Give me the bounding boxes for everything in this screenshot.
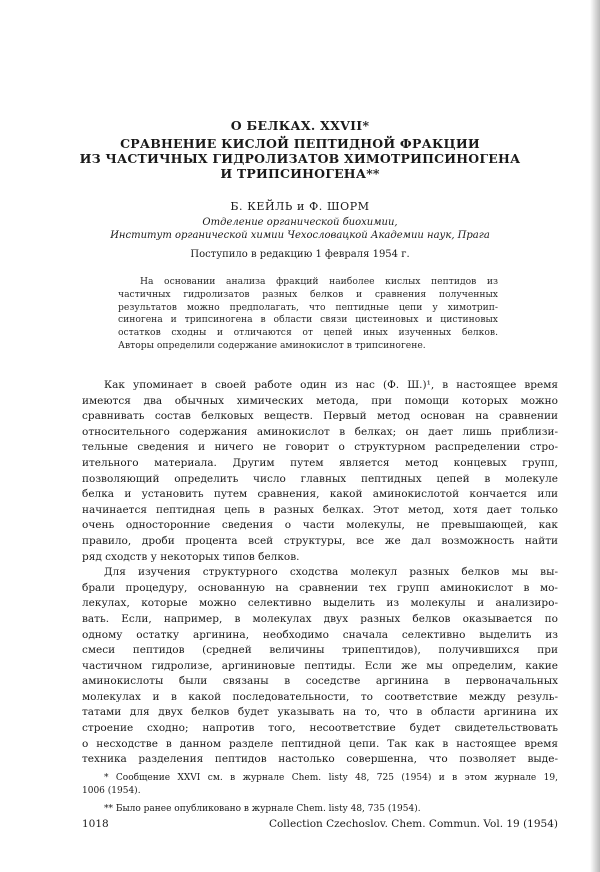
body-line: сравнивать состав белковых веществ. Первый метод основан на сравнении (82, 410, 558, 423)
article-title-line: СРАВНЕНИЕ КИСЛОЙ ПЕПТИДНОЙ ФРАКЦИИ (120, 136, 480, 151)
body-line: правило, дроби процента всей структуры, все же дал возможность найти (82, 534, 558, 547)
body-line: тельные сведения и ничего не говорит о структурном распределении стро- (82, 441, 558, 454)
body-line: о несходстве в данном разделе пептидной цепи. Так как в настоящее время (82, 737, 558, 750)
body-line: частичном гидролизе, аргининовые пептиды. Если же мы определим, какие (82, 659, 558, 672)
body-line: вать. Если, например, в молекулах двух разных белков оказывается по (82, 612, 558, 625)
body-line: лекулах, которые можно селективно выделить из молекулы и анализиро- (82, 597, 558, 610)
abstract-line: результатов можно предполагать, что пептидные цепи у химотрип- (118, 301, 498, 313)
body-line: Для изучения структурного сходства молекул разных белков мы вы- (104, 566, 558, 579)
body-line: техника разделения пептидов настолько совершенна, что позволяет выде- (82, 753, 558, 766)
page-edge-shadow (590, 0, 600, 872)
body-line: брали процедуру, основанную на сравнении тех групп аминокислот в мо- (82, 581, 558, 594)
body-line: Как упоминает в своей работе один из нас (Ф. Ш.)¹, в настоящее время (104, 379, 558, 391)
body-line: татами для двух белков будет указывать на то, что в области аргинина их (82, 706, 558, 719)
body-line: начинается пептидная цепь в разных белках. Этот метод, хотя дает только (82, 503, 558, 516)
body-line: ряд сходств у некоторых типов белков. (82, 550, 300, 563)
affiliation-line: Отделение органической биохимии, (202, 217, 398, 228)
abstract-line: остатков сходны и отличаются от цепей иных изученных белков. (118, 327, 498, 339)
body-line: одному остатку аргинина, необходимо сначала селективно выделить из (82, 628, 558, 641)
journal-citation: Collection Czechoslov. Chem. Commun. Vol. 19 (1954) (268, 818, 558, 830)
body-line: очень односторонние сведения о части молекулы, не превышающей, как (82, 519, 558, 532)
abstract-line: На основании анализа фракций наиболее кислых пептидов из (140, 276, 498, 287)
body-line: молекулах и в какой последовательности, то соответствие между резуль- (82, 690, 558, 703)
abstract (118, 276, 498, 353)
body-line: имеются два обычных химических метода, при помощи которых можно (82, 394, 558, 407)
body-line: относительного содержания аминокислот в белках; он дает лишь приблизи- (82, 425, 558, 438)
abstract-line: Авторы определили содержание аминокислот в трипсиногене. (118, 339, 426, 351)
body-line: позволяющий определить число главных пептидных цепей в молекуле (82, 472, 558, 485)
footnote-2 (82, 803, 558, 816)
article-title-line: ИЗ ЧАСТИЧНЫХ ГИДРОЛИЗАТОВ ХИМОТРИПСИНОГЕНА (79, 151, 521, 166)
body-line: белка и установить путем сравнения, какой аминокислотой кончается или (82, 488, 558, 501)
body-line: аминокислоты были связаны в соседстве аргинина в первоначальных (82, 675, 558, 688)
footnote-line: * Сообщение XXVI см. в журнале Chem. listy 48, 725 (1954) и в этом журнале 19, (104, 773, 558, 783)
abstract-line: синогена и трипсиногена в области связи цистеиновых и цистиновых (118, 314, 498, 326)
footnote-line: ** Было ранее опубликовано в журнале Chem. listy 48, 735 (1954). (104, 804, 421, 814)
affiliation-line: Институт органической химии Чехословацкой Академии наук, Прага (110, 230, 490, 241)
body-text (82, 378, 558, 768)
affiliation (40, 216, 560, 242)
article-title (40, 136, 560, 181)
footnote-line: 1006 (1954). (82, 786, 141, 796)
abstract-line: частичных гидролизатов разных белков и сравнения полученных (118, 288, 498, 300)
received-date: Поступило в редакцию 1 февраля 1954 г. (190, 249, 410, 260)
authors: Б. КЕЙЛЬ и Ф. ШОРМ (230, 200, 370, 213)
article-series-title: О БЕЛКАХ. XXVII* (230, 118, 370, 133)
body-line: строение сходно; напротив того, несоответствие будет свидетельствовать (82, 722, 558, 735)
footnote-1 (82, 772, 558, 798)
article-title-line: И ТРИПСИНОГЕНА** (220, 166, 380, 181)
body-line: ительного материала. Другим путем является метод концевых групп, (82, 456, 558, 469)
body-line: смеси пептидов (средней величины трипептидов), получившихся при (82, 644, 558, 657)
page-number: 1018 (82, 818, 109, 830)
